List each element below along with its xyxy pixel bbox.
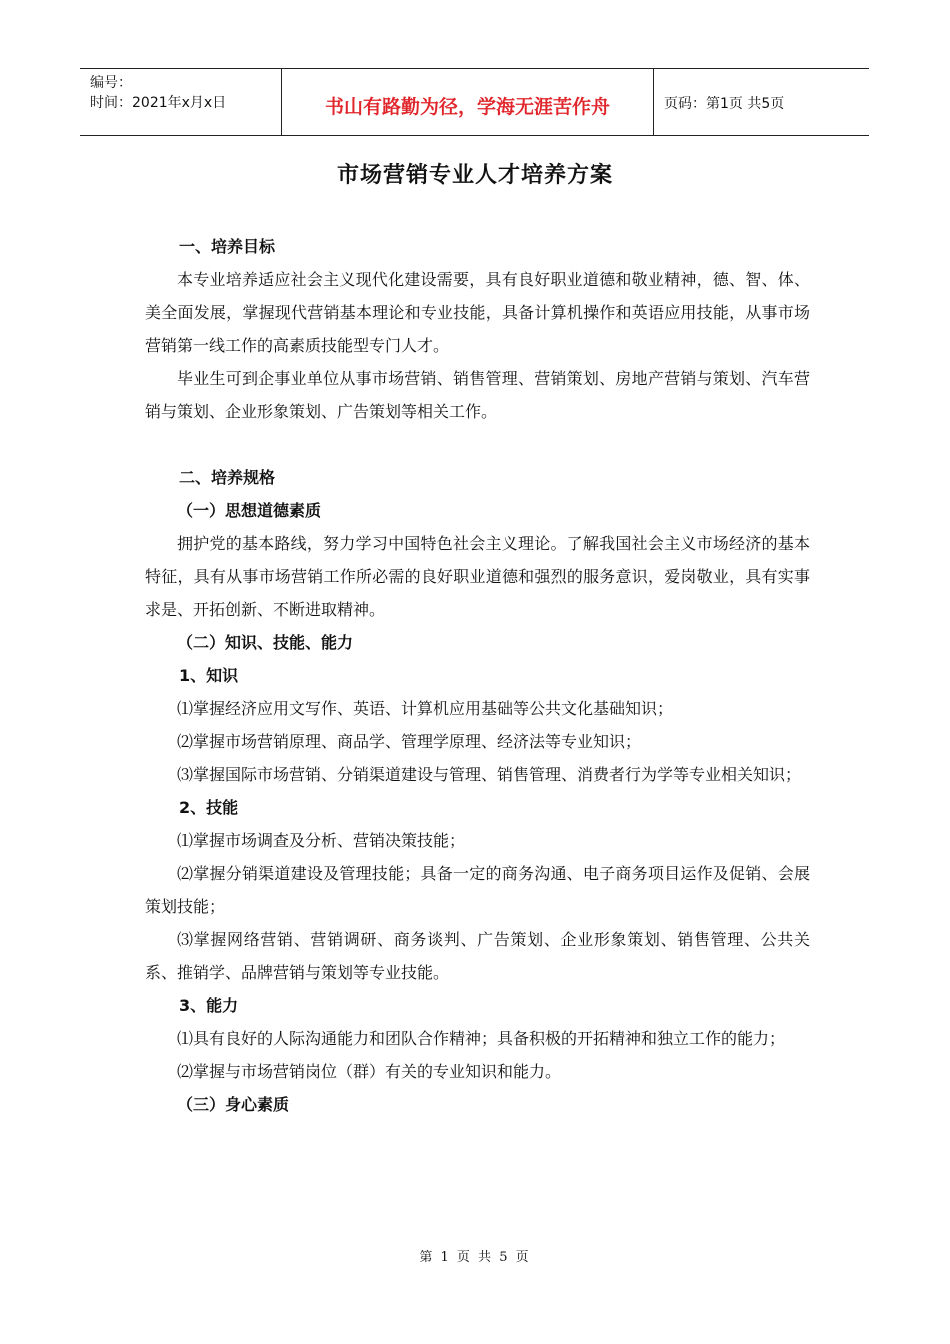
section-heading: （二）知识、技能、能力 (177, 633, 354, 652)
body-paragraph: 毕业生可到企事业单位从事市场营销、销售管理、营销策划、房地产营销与策划、汽车营销与策划、企业形象策划、广告策划等相关工作。 (145, 369, 810, 421)
body-paragraph: ⑶掌握国际市场营销、分销渠道建设与管理、销售管理、消费者行为学等专业相关知识； (177, 765, 802, 784)
document-body (145, 230, 810, 1121)
body-paragraph: ⑵掌握分销渠道建设及管理技能；具备一定的商务沟通、电子商务项目运作及促销、会展策划技能； (145, 864, 810, 916)
body-paragraph: ⑴掌握市场调查及分析、营销决策技能； (177, 831, 466, 850)
header-motto-cell (282, 69, 654, 135)
header-time-label: 时间：2021年x月x日 (90, 95, 227, 111)
body-paragraph: ⑴具有良好的人际沟通能力和团队合作精神；具备积极的开拓精神和独立工作的能力； (177, 1029, 786, 1048)
page-footer: 第 1 页 共 5 页 (419, 1250, 531, 1265)
section-heading: 二、培养规格 (179, 468, 276, 487)
paragraph-gap (145, 428, 810, 461)
section-heading: 3、能力 (179, 996, 239, 1015)
header-meta-cell (80, 69, 282, 135)
document-title: 市场营销专业人才培养方案 (336, 163, 613, 188)
body-paragraph: ⑵掌握与市场营销岗位（群）有关的专业知识和能力。 (177, 1062, 562, 1081)
header-motto: 书山有路勤为径，学海无涯苦作舟 (324, 95, 610, 118)
section-heading: （三）身心素质 (177, 1095, 290, 1114)
section-heading: 2、技能 (179, 798, 239, 817)
body-paragraph: ⑶掌握网络营销、营销调研、商务谈判、广告策划、企业形象策划、销售管理、公共关系、推销学、品牌营销与策划等专业技能。 (145, 930, 810, 982)
section-heading: （一）思想道德素质 (177, 501, 322, 520)
body-paragraph: ⑵掌握市场营销原理、商品学、管理学原理、经济法等专业知识； (177, 732, 642, 751)
header-page-info: 页码：第1页 共5页 (664, 96, 785, 112)
header-table (80, 68, 869, 136)
section-heading: 一、培养目标 (179, 237, 276, 256)
header-page-cell (654, 69, 869, 135)
header-number-label: 编号： (90, 75, 132, 91)
body-paragraph: 本专业培养适应社会主义现代化建设需要，具有良好职业道德和敬业精神，德、智、体、美全面发展，掌握现代营销基本理论和专业技能，具备计算机操作和英语应用技能，从事市场营销第一线工作的高素质技能型专门人才。 (145, 270, 810, 355)
body-paragraph: 拥护党的基本路线，努力学习中国特色社会主义理论。了解我国社会主义市场经济的基本特征，具有从事市场营销工作所必需的良好职业道德和强烈的服务意识，爱岗敬业，具有实事求是、开拓创新、不断进取精神。 (145, 534, 810, 619)
section-heading: 1、知识 (179, 666, 239, 685)
body-paragraph: ⑴掌握经济应用文写作、英语、计算机应用基础等公共文化基础知识； (177, 699, 674, 718)
